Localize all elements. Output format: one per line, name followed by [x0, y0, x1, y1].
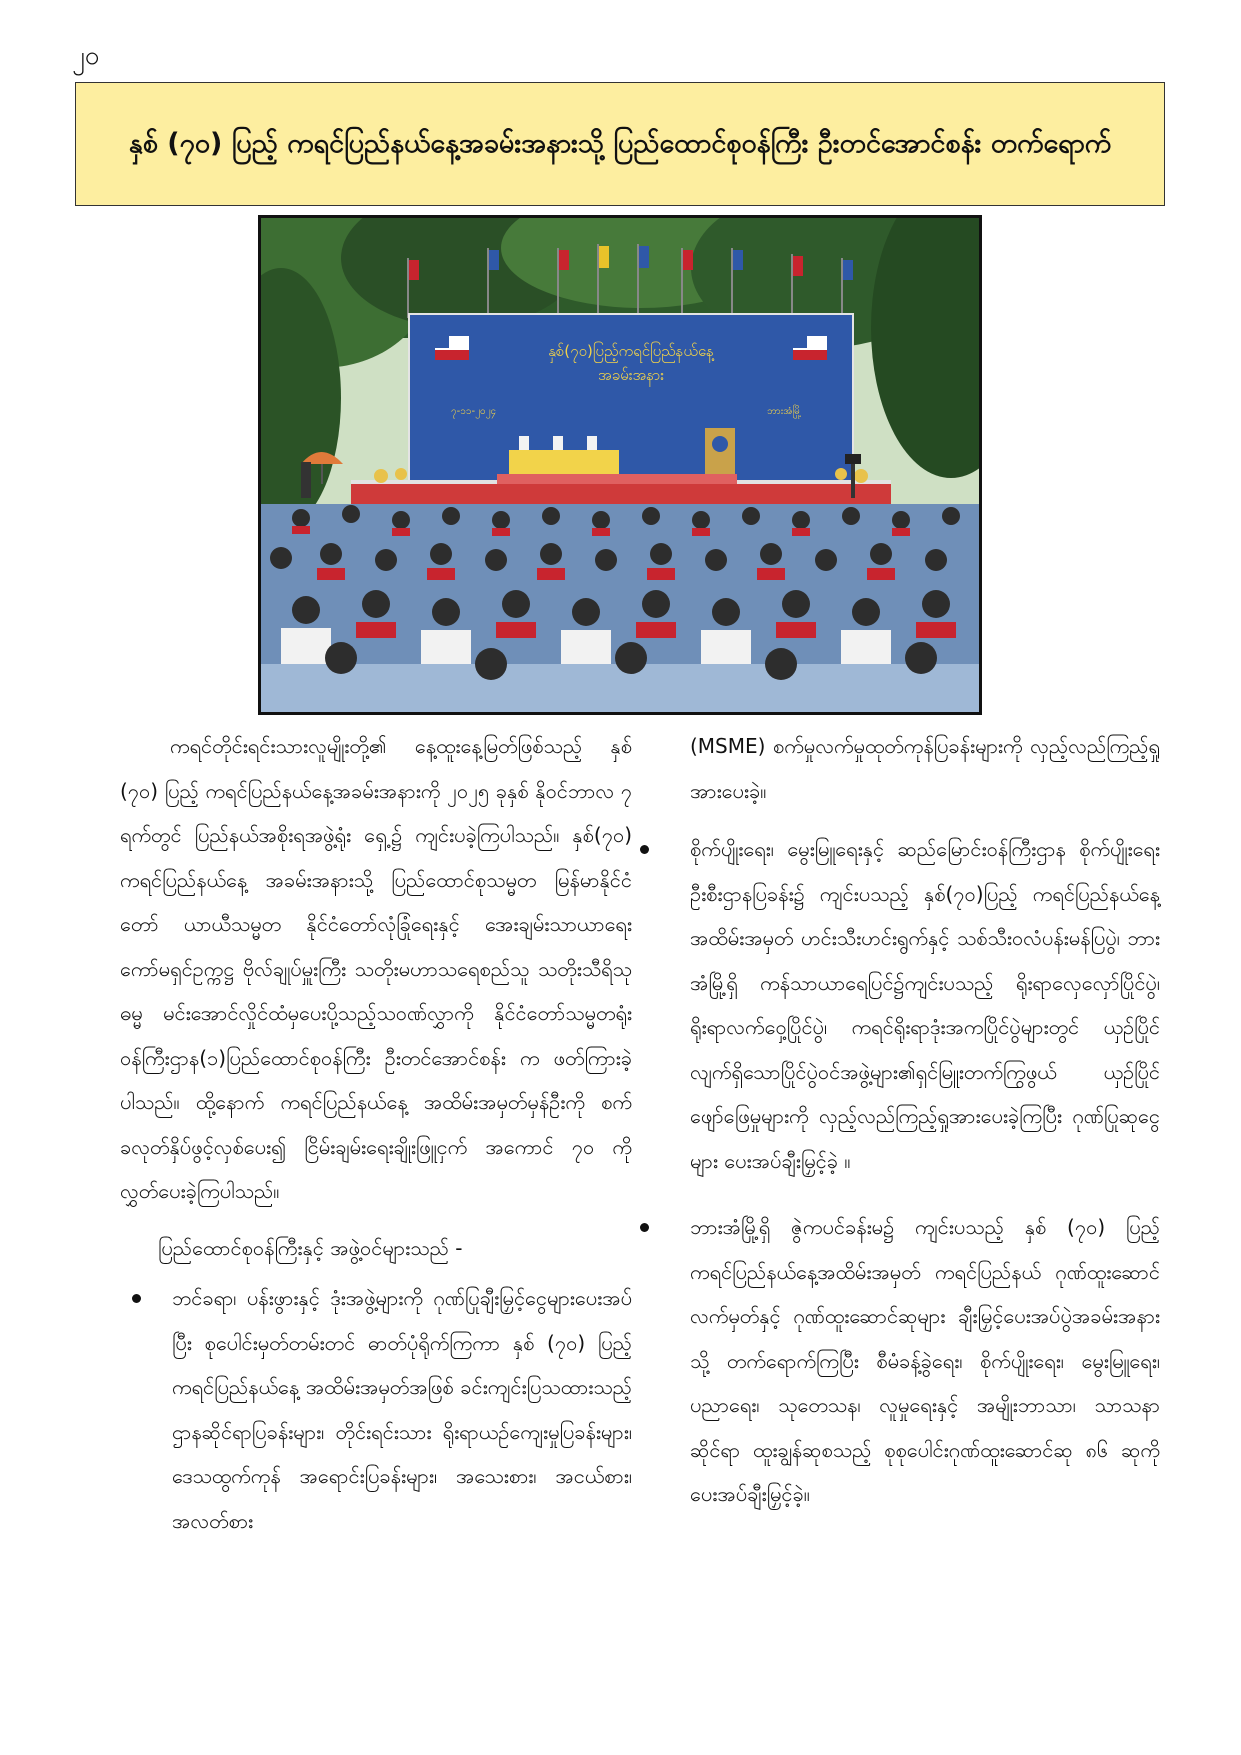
bullet-icon	[640, 1223, 649, 1232]
bullet-text: စိုက်ပျိုးရေး၊ မွေးမြူရေးနှင့် ဆည်မြောင်းဝန်ကြီးဌာန စိုက်ပျိုးရေးဦးစီးဌာနပြခန်း၌ ကျင်းပသည့် နှစ်(၇၀)ပြည့် ကရင်ပြည်နယ်နေ့အထိမ်းအမှတ် ဟင်းသီးဟင်းရွက်နှင့် သစ်သီးဝလံပန်းမန်ပြပွဲ၊ ဘားအံမြို့ရှိ ကန်သာယာရေပြင်၌ကျင်းပသည့် ရိုးရာလှေလှော်ပြိုင်ပွဲ၊ ရိုးရာလက်ဝှေ့ပြိုင်ပွဲ၊ ကရင်ရိုးရာဒုံးအကပြိုင်ပွဲများတွင် ယှဉ်ပြိုင်လျက်ရှိသောပြိုင်ပွဲဝင်အဖွဲ့များ၏ရှင်မြူးတက်ကြွဖွယ် ယှဉ်ပြိုင်ဖျော်ဖြေမှုများကို လှည့်လည်ကြည့်ရှုအားပေးခဲ့ကြပြီး ဂုဏ်ပြုဆုငွေများ ပေးအပ်ချီးမြှင့်ခဲ့ ။	[690, 837, 1160, 1173]
headline-box	[75, 82, 1165, 206]
attendees-subheading: ပြည်ထောင်စုဝန်ကြီးနှင့် အဖွဲ့ဝင်များသည် -	[158, 1235, 463, 1260]
list-item	[638, 1205, 1160, 1517]
activities-list-continued	[638, 827, 1160, 1517]
bullet-icon	[132, 1294, 141, 1303]
podium	[705, 428, 735, 478]
banner-title: နှစ်(၇၀)ပြည့်ကရင်ပြည်နယ်နေ့	[548, 342, 714, 360]
banner-flag-right	[793, 336, 827, 360]
right-column	[638, 724, 1160, 1539]
list-item	[120, 1276, 632, 1543]
bullet-text: ဘင်ခရာ၊ ပန်းဖွားနှင့် ဒုံးအဖွဲ့များကို ဂုဏ်ပြုချီးမြှင့်ငွေများပေးအပ်ပြီး စုပေါင်းမှတ်တမ်းတင် ဓာတ်ပုံရိုက်ကြကာ နှစ် (၇၀) ပြည့် ကရင်ပြည်နယ်နေ့ အထိမ်းအမှတ်အဖြစ် ခင်းကျင်းပြသထားသည့် ဌာနဆိုင်ရာပြခန်းများ၊ တိုင်းရင်းသား ရိုးရာယဉ်ကျေးမှုပြခန်းများ၊ ဒေသထွက်ကုန် အရောင်းပြခန်းများ၊ အသေးစား၊ အငယ်စား၊ အလတ်စား	[172, 1286, 632, 1533]
list-item	[638, 827, 1160, 1183]
head-table	[509, 450, 619, 476]
intro-paragraph: ကရင်တိုင်းရင်းသားလူမျိုးတို့၏ နေ့ထူးနေ့မြတ်ဖြစ်သည့် နှစ် (၇၀) ပြည့် ကရင်ပြည်နယ်နေ့အခမ်းအနားကို ၂၀၂၅ ခုနှစ် နိုဝင်ဘာလ ၇ ရက်တွင် ပြည်နယ်အစိုးရအဖွဲ့ရုံး ရှေ့၌ ကျင်းပခဲ့ကြပါသည်။ နှစ်(၇၀) ကရင်ပြည်နယ်နေ့ အခမ်းအနားသို့ ပြည်ထောင်စုသမ္မတ မြန်မာနိုင်ငံတော် ယာယီသမ္မတ နိုင်ငံတော်လုံခြုံရေးနှင့် အေးချမ်းသာယာရေး ကော်မရှင်ဥက္ကဋ္ဌ ဗိုလ်ချုပ်မှူးကြီး သတိုးမဟာသရေစည်သူ သတိုးသီရိသုဓမ္မ မင်းအောင်လှိုင်ထံမှပေးပို့သည့်သဝဏ်လွှာကို နိုင်ငံတော်သမ္မတရုံးဝန်ကြီးဌာန(၁)ပြည်ထောင်စုဝန်ကြီး ဦးတင်အောင်စန်း က ဖတ်ကြားခဲ့ပါသည်။ ထို့နောက် ကရင်ပြည်နယ်နေ့ အထိမ်းအမှတ်မှန်ဦးကို စက်ခလုတ်နှိပ်ဖွင့်လှစ်ပေး၍ ငြိမ်းချမ်းရေးချိုးဖြူငှက် အကောင် ၇၀ ကို လွှတ်ပေးခဲ့ကြပါသည်။	[120, 734, 632, 1203]
banner-place: ဘားအံမြို့	[767, 406, 802, 417]
bullet-text: ဘားအံမြို့ရှိ ဇွဲကပင်ခန်းမ၌ ကျင်းပသည့် နှစ် (၇၀) ပြည့် ကရင်ပြည်နယ်နေ့အထိမ်းအမှတ် ကရင်ပြည်နယ် ဂုဏ်ထူးဆောင်လက်မှတ်နှင့် ဂုဏ်ထူးဆောင်ဆုများ ချီးမြှင့်ပေးအပ်ပွဲအခမ်းအနားသို့ တက်ရောက်ကြပြီး စီမံခန့်ခွဲရေး၊ စိုက်ပျိုးရေး၊ မွေးမြူရေး၊ ပညာရေး၊ သုတေသန၊ လူမှုရေးနှင့် အမျိုးဘာသာ၊ သာသနာဆိုင်ရာ ထူးချွန်ဆုစသည့် စုစုပေါင်းဂုဏ်ထူးဆောင်ဆု ၈၆ ဆုကို ပေးအပ်ချီးမြှင့်ခဲ့။	[690, 1215, 1160, 1506]
banner-subtitle: အခမ်းအနား	[597, 366, 665, 384]
continued-text: (MSME) စက်မှုလက်မှုထုတ်ကုန်ပြခန်းများကို လှည့်လည်ကြည့်ရှုအားပေးခဲ့။	[690, 734, 1160, 803]
activities-list	[120, 1276, 632, 1543]
headline: နှစ် (၇၀) ပြည့် ကရင်ပြည်နယ်နေ့အခမ်းအနားသို့ ပြည်ထောင်စုဝန်ကြီး ဦးတင်အောင်စန်း တက်ရောက်	[128, 128, 1112, 159]
bullet-icon	[640, 845, 649, 854]
banner-flag-left	[435, 336, 469, 360]
left-column	[120, 724, 632, 1543]
page-number: ၂၀	[72, 41, 100, 71]
banner-date: ၇-၁၁-၂၀၂၄	[451, 406, 497, 417]
event-photo	[258, 215, 982, 715]
